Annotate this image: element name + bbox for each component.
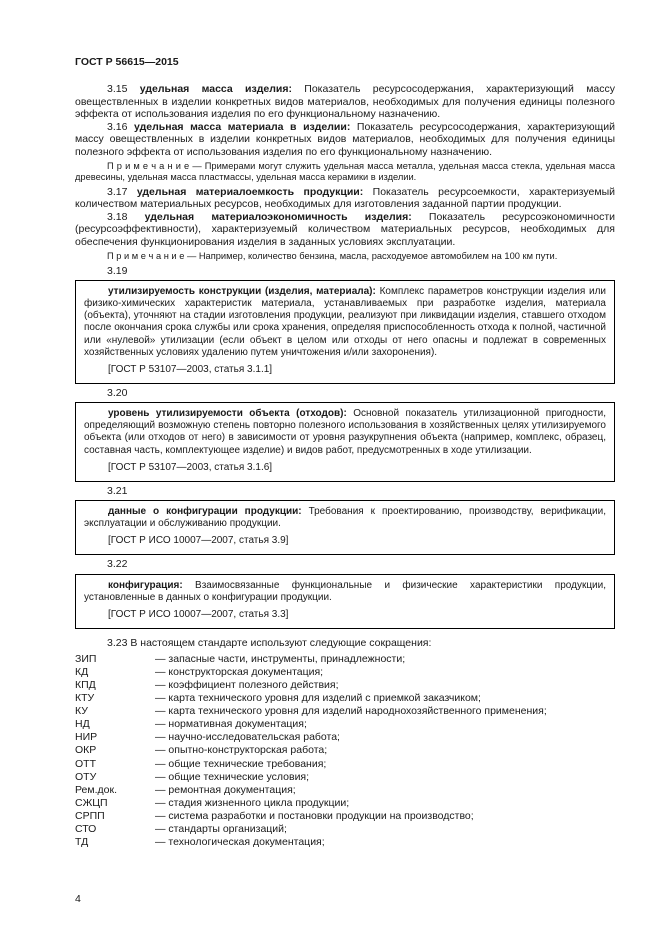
term-definition: Показатель ресурсосодержания, характеризующий массу овеществленных в изделии конкретных видов материалов, необходимых для получения единицы полезного эффекта от использования изделия по его функциональному назначению. bbox=[75, 120, 615, 158]
abbreviation-code: КПД bbox=[75, 679, 96, 691]
abbreviation-row bbox=[75, 744, 615, 757]
abbreviation-code: НИР bbox=[75, 731, 98, 744]
definition-box-configuration bbox=[75, 574, 615, 629]
term-definition: Требования к проектированию, производству, верификации, эксплуатации и обслуживанию продукции. bbox=[84, 506, 606, 530]
term-paragraph-3-16 bbox=[75, 121, 615, 159]
term-name: удельная масса изделия: bbox=[139, 83, 292, 95]
term-definition: Основной показатель утилизационной пригодности, определяющий возможную степень повторно полезного использования в хозяйственных целях утилизируемого объекта (или отходов от него) в зависимости от уровня разукрупнения объекта (например, комплекс, образец, составная часть, комплектующее изделие) и видов работ, предусмотренных в ходе утилизации. bbox=[84, 408, 606, 456]
source-reference: [ГОСТ Р ИСО 10007—2007, статья 3.3] bbox=[108, 609, 289, 621]
abbreviation-meaning: — карта технического уровня для изделий народнохозяйственного применения; bbox=[155, 705, 547, 718]
abbreviation-row bbox=[75, 810, 615, 823]
abbreviation-code: КУ bbox=[75, 705, 88, 718]
document-header: ГОСТ Р 56615—2015 bbox=[75, 56, 179, 68]
abbreviations-list bbox=[75, 653, 615, 849]
clause-number-3-22: 3.22 bbox=[107, 558, 128, 571]
abbreviation-row bbox=[75, 784, 615, 797]
clause-number: 3.17 bbox=[107, 185, 128, 198]
abbreviation-code: СТО bbox=[75, 823, 97, 836]
source-reference: [ГОСТ Р ИСО 10007—2007, статья 3.9] bbox=[108, 535, 289, 547]
term-definition: Взаимосвязанные функциональные и физические характеристики продукции, установленные в данных о конфигурации продукции. bbox=[84, 580, 606, 604]
abbreviation-meaning: — общие технические условия; bbox=[155, 770, 310, 783]
page-number: 4 bbox=[75, 893, 81, 905]
term-paragraph-3-15 bbox=[75, 83, 615, 121]
term-name: удельная масса материала в изделии: bbox=[134, 120, 351, 133]
clause-number-3-21: 3.21 bbox=[107, 484, 128, 497]
abbreviation-row bbox=[75, 718, 615, 731]
clause-number: 3.15 bbox=[107, 83, 128, 95]
term-paragraph-3-17 bbox=[75, 186, 615, 211]
abbreviation-row bbox=[75, 797, 615, 810]
term-name: уровень утилизируемости объекта (отходов): bbox=[108, 408, 347, 420]
abbreviation-meaning: — ремонтная документация; bbox=[155, 783, 296, 796]
abbreviation-row bbox=[75, 679, 615, 692]
abbreviation-meaning: — запасные части, инструменты, принадлежности; bbox=[155, 652, 406, 665]
abbreviation-meaning: — общие технические требования; bbox=[155, 757, 327, 770]
abbreviation-row bbox=[75, 758, 615, 771]
term-definition: Показатель ресурсосодержания, характеризующий массу овеществленных в изделии конкретных видов материалов, необходимых для получения единицы полезного эффекта от использования изделия по его функциональному назначению. bbox=[75, 83, 616, 121]
term-definition: Комплекс параметров конструкции изделия или физико-химических характеристик материала, устанавливаемых при разработке изделия, материала (объекта), уточняют на стадии изготовления продукции, реализуют при ликвидации изделия, ставшего отходом после окончания срока службы или срока хранения, определяя приспособленность отхода к полной, частичной или «нулевой» утилизации (если объект в целом или отходы от него опасны и подлежат в современных хозяйственных условиях удалению путем уничтожения и/или захоронения). bbox=[84, 286, 606, 358]
definition-box-configuration-data bbox=[75, 500, 615, 555]
abbreviation-meaning: — нормативная документация; bbox=[155, 718, 307, 731]
source-reference: [ГОСТ Р 53107—2003, статья 3.1.1] bbox=[108, 363, 273, 375]
abbreviation-code: ЗИП bbox=[75, 652, 97, 665]
clause-number-3-19: 3.19 bbox=[107, 264, 128, 277]
abbreviations-intro: 3.23 В настоящем стандарте используют следующие сокращения: bbox=[107, 637, 432, 650]
abbreviation-row bbox=[75, 836, 615, 849]
term-name: данные о конфигурации продукции: bbox=[108, 506, 302, 518]
clause-number: 3.18 bbox=[107, 210, 128, 223]
abbreviation-code: КД bbox=[75, 665, 89, 678]
term-paragraph-3-18 bbox=[75, 211, 615, 249]
abbreviation-row bbox=[75, 771, 615, 784]
abbreviation-meaning: — конструкторская документация; bbox=[155, 665, 324, 678]
term-definition: Показатель ресурсоэкономичности (ресурсоэффективности), характеризуемый количеством материальных ресурсов, необходимых для обеспечения функционирования изделия в заданных условиях эксплуатации. bbox=[75, 210, 615, 248]
abbreviation-meaning: — научно-исследовательская работа; bbox=[155, 731, 340, 744]
abbreviation-row bbox=[75, 705, 615, 718]
abbreviation-code: Рем.док. bbox=[75, 783, 117, 796]
abbreviation-code: ОКР bbox=[75, 744, 97, 757]
abbreviation-meaning: — стандарты организаций; bbox=[155, 823, 287, 836]
clause-number-3-20: 3.20 bbox=[107, 386, 128, 399]
abbreviation-code: СЖЦП bbox=[75, 796, 108, 809]
abbreviation-code: ТД bbox=[75, 836, 89, 849]
definition-box-utilizability-level bbox=[75, 402, 615, 481]
abbreviation-meaning: — система разработки и постановки продукции на производство; bbox=[155, 809, 474, 822]
boxed-term-paragraph bbox=[84, 286, 606, 359]
abbreviation-code: ОТТ bbox=[75, 757, 96, 770]
source-reference: [ГОСТ Р 53107—2003, статья 3.1.6] bbox=[108, 461, 273, 473]
abbreviation-meaning: — технологическая документация; bbox=[155, 836, 325, 849]
clause-number: 3.16 bbox=[107, 120, 128, 133]
abbreviation-meaning: — стадия жизненного цикла продукции; bbox=[155, 796, 350, 809]
abbreviation-row bbox=[75, 823, 615, 836]
term-name: удельная материалоэкономичность изделия: bbox=[144, 210, 412, 223]
boxed-term-paragraph bbox=[84, 408, 606, 456]
note-3-16: П р и м е ч а н и е — Примерами могут служить удельная масса металла, удельная масса стекла, удельная масса древесины, удельная масса пластмассы, удельная масса керамики в изделии. bbox=[75, 160, 615, 182]
abbreviation-meaning: — опытно-конструкторская работа; bbox=[155, 744, 328, 757]
abbreviation-code: ОТУ bbox=[75, 770, 97, 783]
term-name: конфигурация: bbox=[108, 580, 183, 592]
boxed-term-paragraph bbox=[84, 580, 606, 604]
abbreviation-code: СРПП bbox=[75, 809, 105, 822]
abbreviation-row bbox=[75, 692, 615, 705]
term-definition: Показатель ресурсоемкости, характеризуемый количеством материальных ресурсов, необходимых для изготовления заданной партии продукции. bbox=[75, 185, 615, 211]
note-3-18: П р и м е ч а н и е — Например, количество бензина, масла, расходуемое автомобилем на 100 км пути. bbox=[107, 250, 558, 261]
abbreviation-meaning: — карта технического уровня для изделий с приемкой заказчиком; bbox=[155, 692, 481, 705]
abbreviation-code: НД bbox=[75, 718, 90, 731]
abbreviation-code: КТУ bbox=[75, 692, 95, 705]
term-name: удельная материалоемкость продукции: bbox=[136, 185, 364, 198]
boxed-term-paragraph bbox=[84, 506, 606, 530]
abbreviation-meaning: — коэффициент полезного действия; bbox=[155, 679, 339, 691]
term-name: утилизируемость конструкции (изделия, материала): bbox=[108, 286, 376, 298]
abbreviation-row bbox=[75, 666, 615, 679]
abbreviation-row bbox=[75, 653, 615, 666]
abbreviation-row bbox=[75, 731, 615, 744]
definition-box-utilizability bbox=[75, 280, 615, 384]
